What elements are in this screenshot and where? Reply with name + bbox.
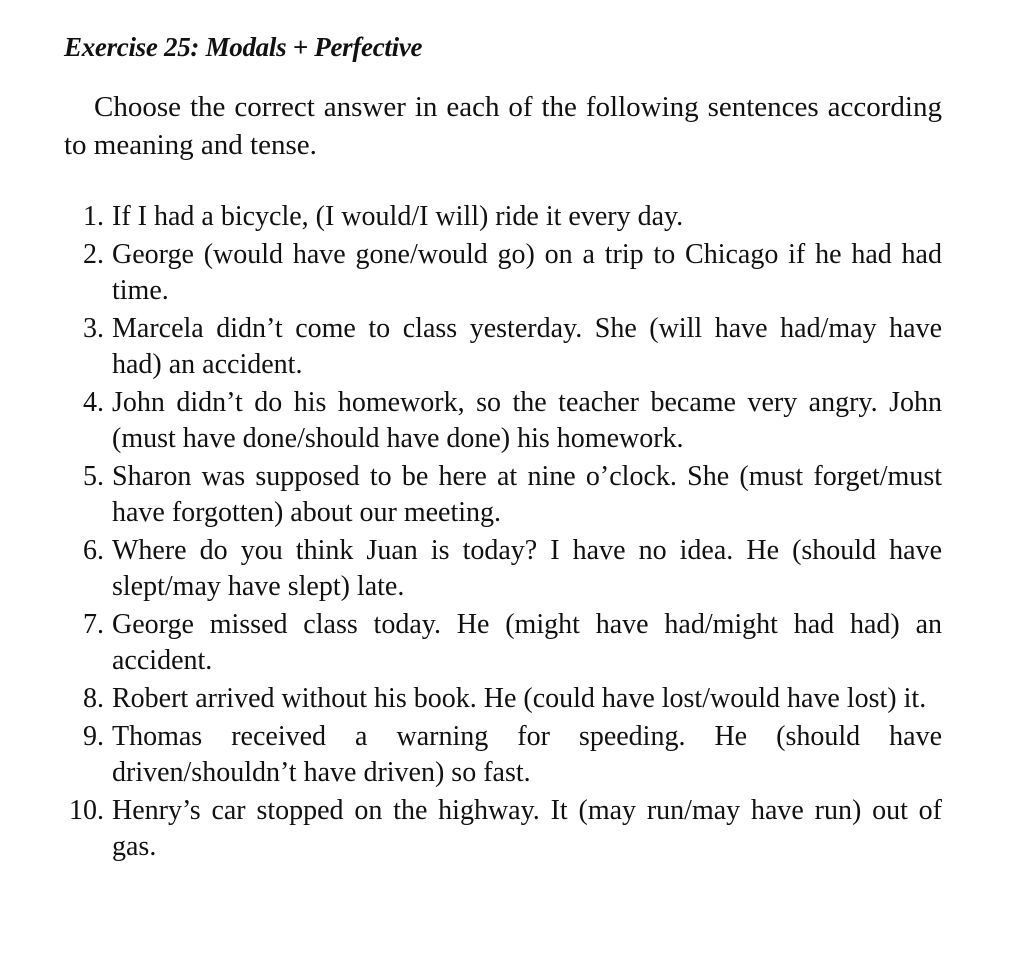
- item-number: 3.: [83, 313, 104, 344]
- item-number: 10.: [69, 795, 104, 826]
- exercise-item-3: [64, 311, 942, 383]
- item-text: Where do you think Juan is today? I have no idea. He (should have slept/may have slept) late.: [112, 535, 942, 602]
- item-number: 9.: [83, 721, 104, 752]
- exercise-item-4: [64, 385, 942, 457]
- item-text: Thomas received a warning for speeding. He (should have driven/shouldn’t have driven) so fast.: [112, 721, 942, 788]
- item-text: If I had a bicycle, (I would/I will) ride it every day.: [112, 201, 684, 232]
- item-number: 4.: [83, 387, 104, 418]
- item-text: Marcela didn’t come to class yesterday. She (will have had/may have had) an accident.: [112, 313, 942, 380]
- exercise-item-9: [64, 719, 942, 791]
- item-text: Henry’s car stopped on the highway. It (may run/may have run) out of gas.: [112, 795, 942, 862]
- item-number: 5.: [83, 461, 104, 492]
- item-number: 1.: [83, 201, 104, 232]
- exercise-title: Exercise 25: Modals + Perfective: [64, 32, 423, 62]
- exercise-item-5: [64, 459, 942, 531]
- item-number: 8.: [83, 683, 104, 714]
- exercise-item-10: [64, 793, 942, 865]
- item-number: 6.: [83, 535, 104, 566]
- exercise-list: [64, 199, 942, 867]
- item-number: 2.: [83, 239, 104, 270]
- exercise-item-8: [64, 681, 942, 717]
- exercise-item-7: [64, 607, 942, 679]
- item-text: John didn’t do his homework, so the teacher became very angry. John (must have done/should have done) his homework.: [112, 387, 942, 454]
- item-text: George (would have gone/would go) on a trip to Chicago if he had had time.: [112, 239, 942, 306]
- exercise-item-1: [64, 199, 942, 235]
- item-text: Robert arrived without his book. He (could have lost/would have lost) it.: [112, 683, 927, 714]
- item-text: Sharon was supposed to be here at nine o’clock. She (must forget/must have forgotten) about our meeting.: [112, 461, 942, 528]
- exercise-item-6: [64, 533, 942, 605]
- exercise-item-2: [64, 237, 942, 309]
- item-text: George missed class today. He (might have had/might had had) an accident.: [112, 609, 942, 676]
- exercise-instructions: Choose the correct answer in each of the following sentences according to meaning and tense.: [64, 91, 942, 161]
- item-number: 7.: [83, 609, 104, 640]
